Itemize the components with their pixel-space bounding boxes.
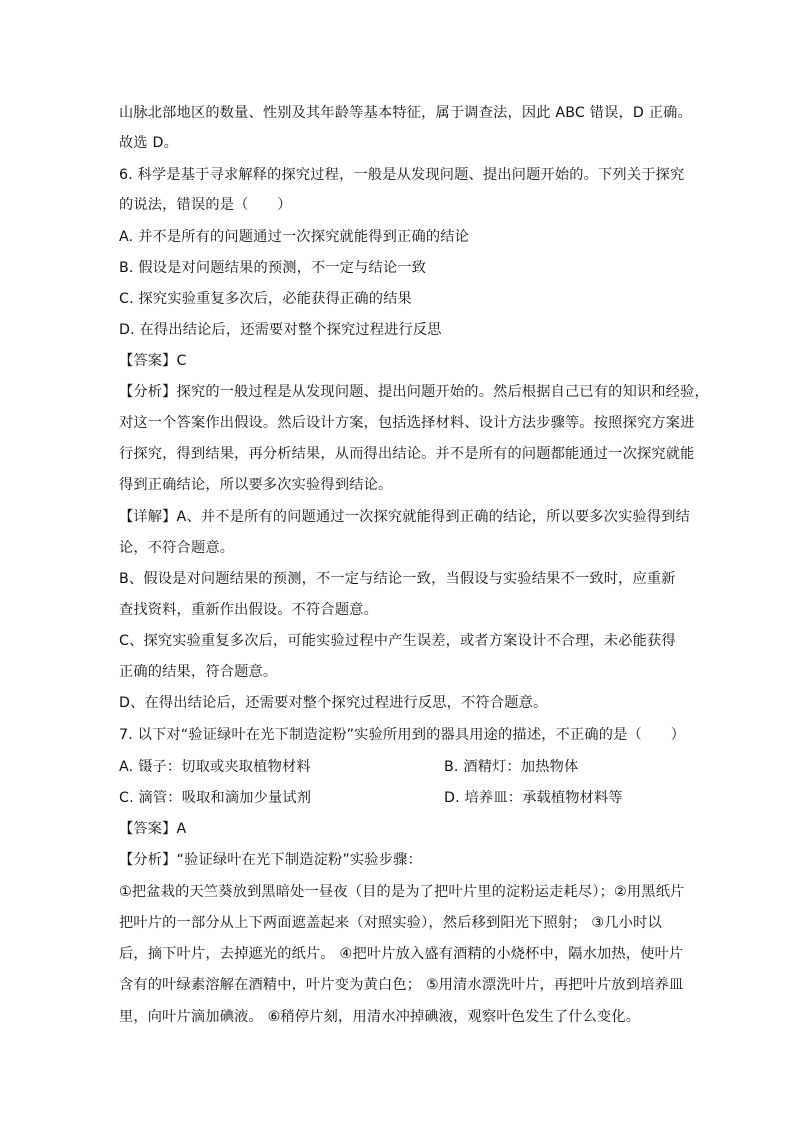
analysis-text: 行探究，得到结果，再分析结果，从而得出结论。并不是所有的问题都能通过一次探究就能 [119,446,695,462]
analysis-step-text: 里，向叶片滴加碘液。 ⑥稍停片刻，用清水冲掉碘液，观察叶色发生了什么变化。 [119,1009,641,1025]
analysis-step-text: 把叶片的一部分从上下两面遮盖起来（对照实验），然后移到阳光下照射； ③几小时以 [119,915,662,931]
detail-text: C、探究实验重复多次后，可能实验过程中产生误差，或者方案设计不合理，未必能获得 [119,633,676,649]
analysis-text: 【分析】探究的一般过程是从发现问题、提出问题开始的。然后根据自己已有的知识和经验， [119,384,709,400]
answer-label: 【答案】A [119,821,187,837]
question-6-stem: 6. 科学是基于寻求解释的探究过程，一般是从发现问题、提出问题开始的。下列关于探究 [119,167,685,183]
analysis-text: 得到正确结论，所以要多次实验得到结论。 [119,477,393,493]
detail-text: 论，不符合题意。 [119,540,235,556]
question-7-stem: 7. 以下对“验证绿叶在光下制造淀粉”实验所用到的器具用途的描述，不正确的是（ ） [119,727,686,743]
detail-text: 正确的结果，符合题意。 [119,664,278,680]
analysis-step-text: 后，摘下叶片，去掉遮光的纸片。 ④把叶片放入盛有酒精的小烧杯中，隔水加热，使叶片 [119,946,684,962]
detail-text: D、在得出结论后，还需要对整个探究过程进行反思，不符合题意。 [119,695,548,711]
question-6-stem: 的说法，错误的是（ ） [119,197,292,213]
question-6-option-b: B. 假设是对问题结果的预测，不一定与结论一致 [119,260,427,276]
answer-label: 【答案】C [119,353,187,369]
question-6-option-d: D. 在得出结论后，还需要对整个探究过程进行反思 [119,322,442,338]
question-7-option-a: A. 镊子：切取或夹取植物材料 [119,759,311,775]
analysis-text: 【分析】“验证绿叶在光下制造淀粉”实验步骤： [119,852,422,868]
question-7-option-c: C. 滴管：吸取和滴加少量试剂 [119,790,312,806]
analysis-step-text: 含有的叶绿素溶解在酒精中，叶片变为黄白色； ⑤用清水漂洗叶片，再把叶片放到培养皿 [119,977,684,993]
analysis-text: 对这一个答案作出假设。然后设计方案，包括选择材料、设计方法步骤等。按照探究方案进 [119,415,695,431]
detail-text: 【详解】A、并不是所有的问题通过一次探究就能得到正确的结论，所以要多次实验得到结 [119,509,691,525]
analysis-step-text: ①把盆栽的天竺葵放到黑暗处一昼夜（目的是为了把叶片里的淀粉运走耗尽）；②用黑纸片 [119,884,685,900]
question-7-option-b: B. 酒精灯：加热物体 [444,759,579,775]
text-line: 山脉北部地区的数量、性别及其年龄等基本特征，属于调查法，因此 ABC 错误，D 正确。 [119,105,692,121]
text-line: 故选 D。 [119,135,178,151]
question-6-option-c: C. 探究实验重复多次后，必能获得正确的结果 [119,291,412,307]
detail-text: B、假设是对问题结果的预测，不一定与结论一致，当假设与实验结果不一致时，应重新 [119,571,676,587]
question-6-option-a: A. 并不是所有的问题通过一次探究就能得到正确的结论 [119,229,469,245]
question-7-option-d: D. 培养皿：承载植物材料等 [444,790,623,806]
detail-text: 查找资料，重新作出假设。不符合题意。 [119,602,378,618]
